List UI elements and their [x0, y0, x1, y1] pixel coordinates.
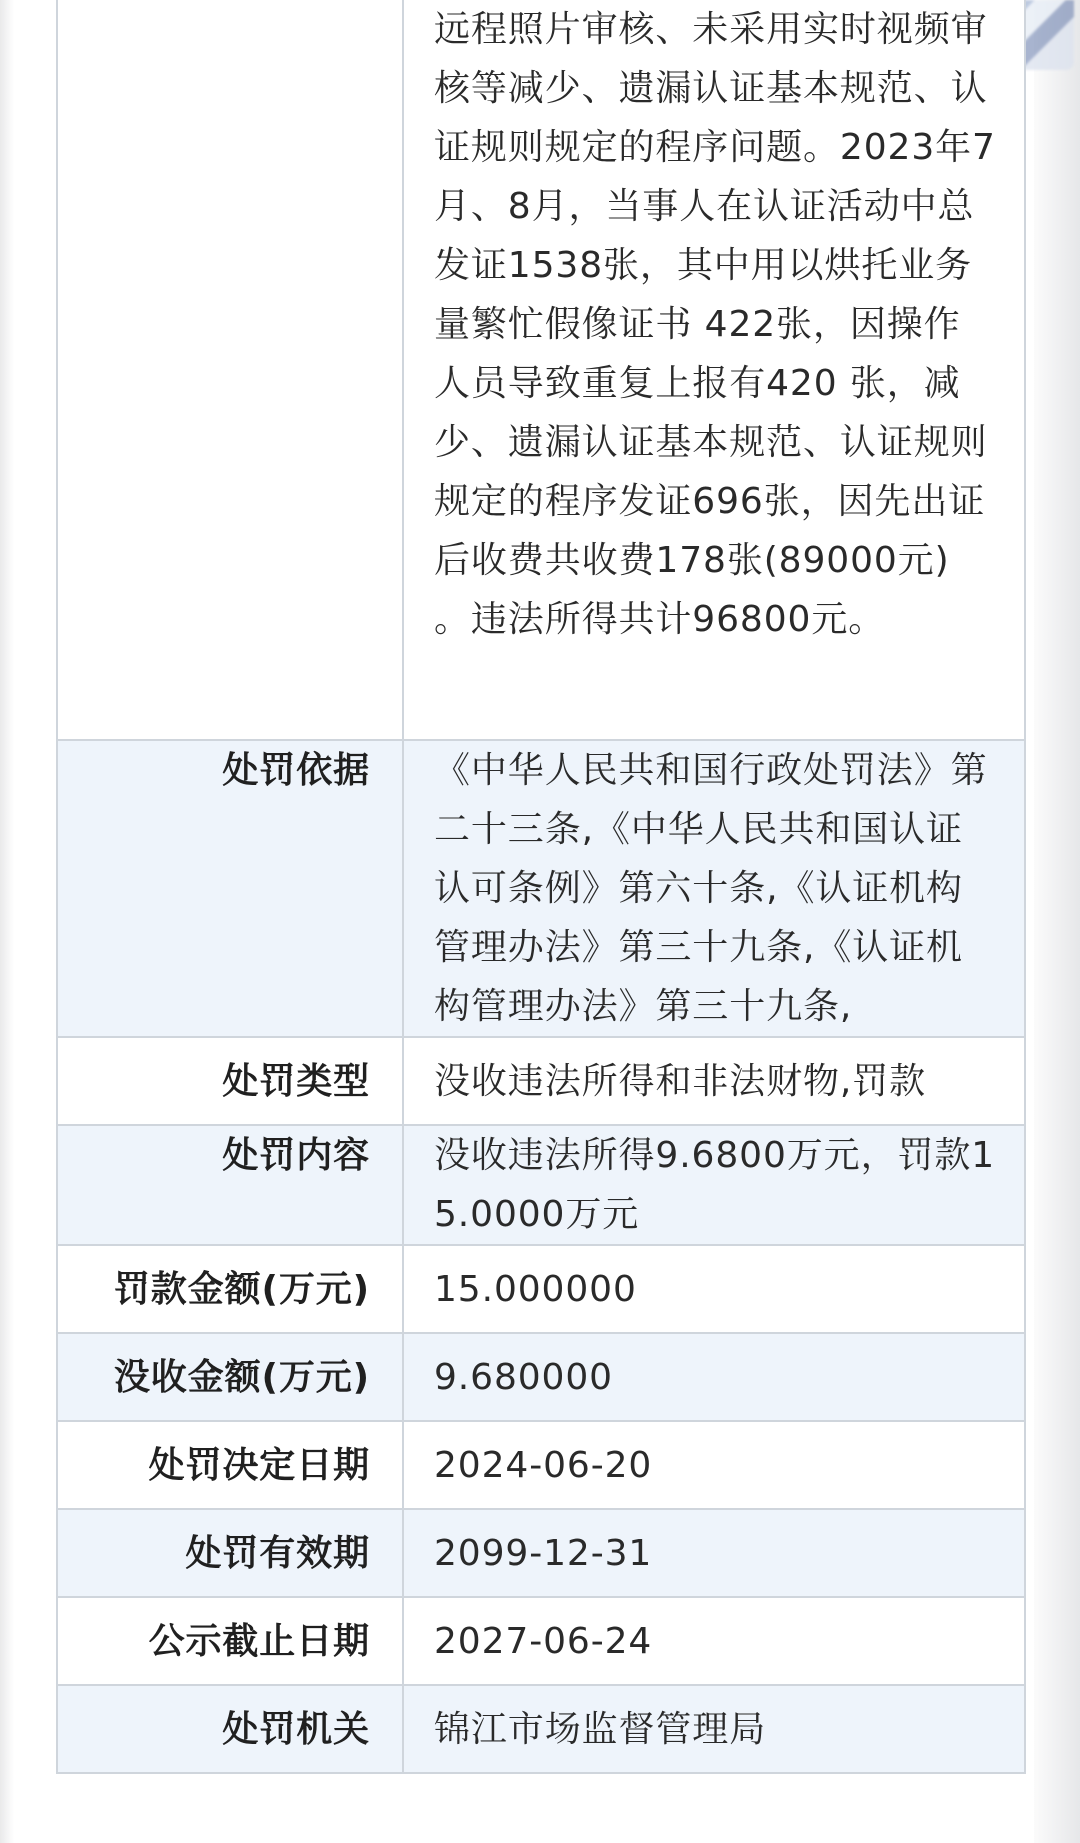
- row-label-publicity-deadline: 公示截止日期: [57, 1597, 403, 1685]
- row-label-penalty-type: 处罚类型: [57, 1037, 403, 1125]
- facts-text: 远程照片审核、未采用实时视频审核等减少、遗漏认证基本规范、认证规则规定的程序问题。2023年7月、8月，当事人在认证活动中总发证1538张，其中用以烘托业务量繁忙假像证书 422张，因操作人员导致重复上报有420 张，减少、遗漏认证基本规范、认证规则规定的程序发证696张，因先出证后收费共收费178张(89000元) 。违法所得共计96800元。: [434, 9, 996, 640]
- penalty-record-table: [56, 0, 1026, 1774]
- table-row-penalty-type: [57, 1037, 1025, 1125]
- row-value-confiscation-amount: 9.680000: [403, 1333, 1025, 1421]
- row-value-penalty-basis: [403, 740, 1025, 1037]
- left-edge-shadow: [0, 0, 14, 1843]
- row-label-fine-amount: 罚款金额(万元): [57, 1245, 403, 1333]
- table-row-fine-amount: [57, 1245, 1025, 1333]
- row-value-penalty-authority: 锦江市场监督管理局: [403, 1685, 1025, 1773]
- row-value-validity-period: 2099-12-31: [403, 1509, 1025, 1597]
- row-label-decision-date: 处罚决定日期: [57, 1421, 403, 1509]
- table-row-decision-date: [57, 1421, 1025, 1509]
- penalty-content-text: 没收违法所得9.6800万元，罚款15.0000万元: [434, 1135, 996, 1235]
- row-label-penalty-authority: 处罚机关: [57, 1685, 403, 1773]
- row-value-decision-date: 2024-06-20: [403, 1421, 1025, 1509]
- row-label-facts: [57, 0, 403, 740]
- table-row-penalty-authority: [57, 1685, 1025, 1773]
- table-row-validity-period: [57, 1509, 1025, 1597]
- right-edge-shadow: [1034, 0, 1080, 1843]
- table-row-confiscation-amount: [57, 1333, 1025, 1421]
- row-value-penalty-type: 没收违法所得和非法财物,罚款: [403, 1037, 1025, 1125]
- penalty-basis-text: 《中华人民共和国行政处罚法》第二十三条,《中华人民共和国认证认可条例》第六十条,《认证机构管理办法》第三十九条,《认证机构管理办法》第三十九条,: [434, 750, 988, 1027]
- row-label-penalty-basis: 处罚依据: [57, 740, 403, 1037]
- row-label-confiscation-amount: 没收金额(万元): [57, 1333, 403, 1421]
- row-value-facts: [403, 0, 1025, 740]
- table-row-penalty-basis: [57, 740, 1025, 1037]
- row-label-validity-period: 处罚有效期: [57, 1509, 403, 1597]
- row-label-penalty-content: 处罚内容: [57, 1125, 403, 1245]
- table-row-violation-facts: [57, 0, 1025, 740]
- table-row-penalty-content: [57, 1125, 1025, 1245]
- row-value-publicity-deadline: 2027-06-24: [403, 1597, 1025, 1685]
- row-value-fine-amount: 15.000000: [403, 1245, 1025, 1333]
- row-value-penalty-content: [403, 1125, 1025, 1245]
- table-row-publicity-deadline: [57, 1597, 1025, 1685]
